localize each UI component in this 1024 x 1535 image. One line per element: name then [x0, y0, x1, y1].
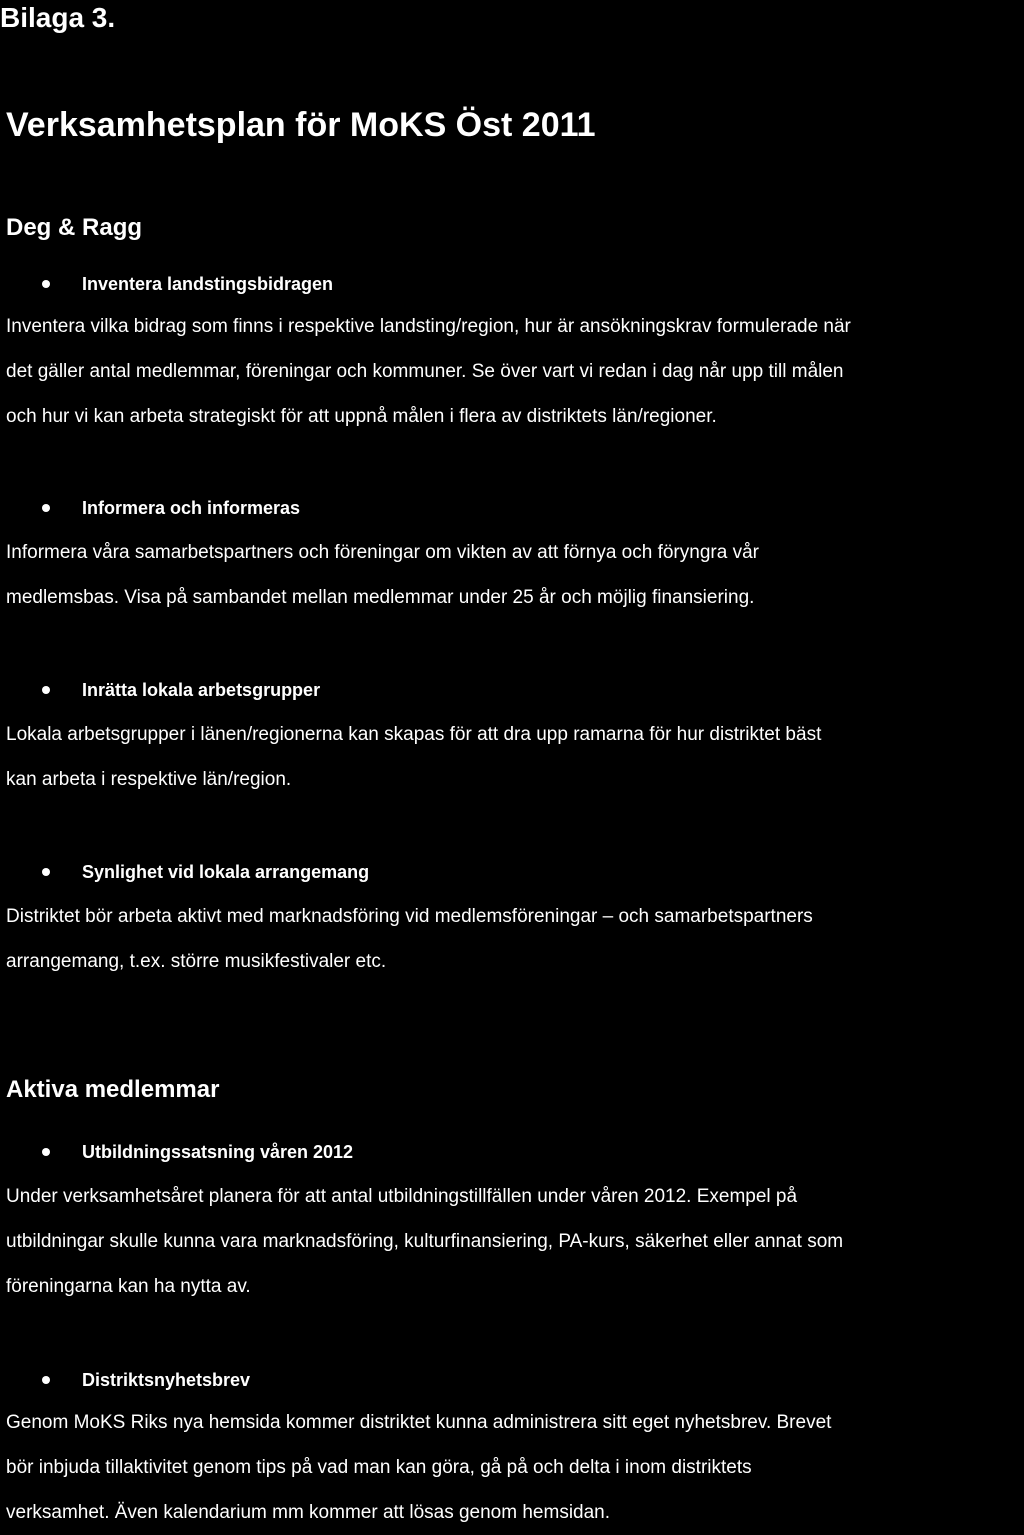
bullet-item-utbildning: [42, 1138, 353, 1166]
paragraph-line: Informera våra samarbetspartners och föreningar om vikten av att förnya och föryngra vår: [6, 542, 759, 563]
section-heading-deg-ragg: Deg & Ragg: [6, 214, 143, 241]
paragraph-line: utbildningar skulle kunna vara marknadsföring, kulturfinansiering, PA-kurs, säkerhet eller annat som: [6, 1231, 844, 1252]
item-heading: Synlighet vid lokala arrangemang: [82, 862, 370, 882]
paragraph-line: Distriktet bör arbeta aktivt med marknadsföring vid medlemsföreningar – och samarbetspartners: [6, 906, 813, 927]
bullet-icon: [42, 686, 50, 694]
paragraph-line: föreningarna kan ha nytta av.: [6, 1276, 251, 1297]
paragraph-line: kan arbeta i respektive län/region.: [6, 769, 292, 790]
bullet-item-nyhetsbrev: [42, 1366, 250, 1394]
item-paragraph: [6, 894, 1016, 984]
bullet-icon: [42, 1148, 50, 1156]
bullet-item-synlighet: [42, 858, 369, 886]
paragraph-line: bör inbjuda tillaktivitet genom tips på vad man kan göra, gå på och delta i inom distriktets: [6, 1457, 752, 1478]
paragraph-line: Under verksamhetsåret planera för att antal utbildningstillfällen under våren 2012. Exempel på: [6, 1186, 798, 1207]
item-heading: Utbildningssatsning våren 2012: [82, 1142, 354, 1162]
section-heading-aktiva-medlemmar: Aktiva medlemmar: [6, 1076, 220, 1103]
bullet-icon: [42, 1376, 50, 1384]
paragraph-line: Inventera vilka bidrag som finns i respektive landsting/region, hur är ansökningskrav formulerade när: [6, 316, 851, 337]
paragraph-line: arrangemang, t.ex. större musikfestivaler etc.: [6, 951, 387, 972]
item-paragraph: [6, 1174, 1016, 1309]
bullet-icon: [42, 280, 50, 288]
item-heading: Inventera landstingsbidragen: [82, 274, 334, 294]
bullet-icon: [42, 504, 50, 512]
paragraph-line: och hur vi kan arbeta strategiskt för att uppnå målen i flera av distriktets län/regioner.: [6, 406, 717, 427]
paragraph-line: Genom MoKS Riks nya hemsida kommer distriktet kunna administrera sitt eget nyhetsbrev. Brevet: [6, 1412, 832, 1433]
item-paragraph: [6, 304, 1016, 439]
attachment-label: Bilaga 3.: [0, 2, 116, 33]
paragraph-line: verksamhet. Även kalendarium mm kommer att lösas genom hemsidan.: [6, 1502, 611, 1523]
item-paragraph: [6, 1400, 1016, 1535]
item-paragraph: [6, 712, 1016, 802]
bullet-icon: [42, 868, 50, 876]
bullet-item-arbetsgrupper: [42, 676, 320, 704]
paragraph-line: Lokala arbetsgrupper i länen/regionerna kan skapas för att dra upp ramarna för hur distriktet bäst: [6, 724, 822, 745]
paragraph-line: medlemsbas. Visa på sambandet mellan medlemmar under 25 år och möjlig finansiering.: [6, 587, 755, 608]
paragraph-line: det gäller antal medlemmar, föreningar och kommuner. Se över vart vi redan i dag når upp till målen: [6, 361, 844, 382]
bullet-item-informera: [42, 494, 300, 522]
item-paragraph: [6, 530, 1016, 620]
document-title: Verksamhetsplan för MoKS Öst 2011: [6, 106, 596, 144]
item-heading: Inrätta lokala arbetsgrupper: [82, 680, 321, 700]
bullet-item-inventera: [42, 270, 333, 298]
item-heading: Informera och informeras: [82, 498, 301, 518]
item-heading: Distriktsnyhetsbrev: [82, 1370, 251, 1390]
